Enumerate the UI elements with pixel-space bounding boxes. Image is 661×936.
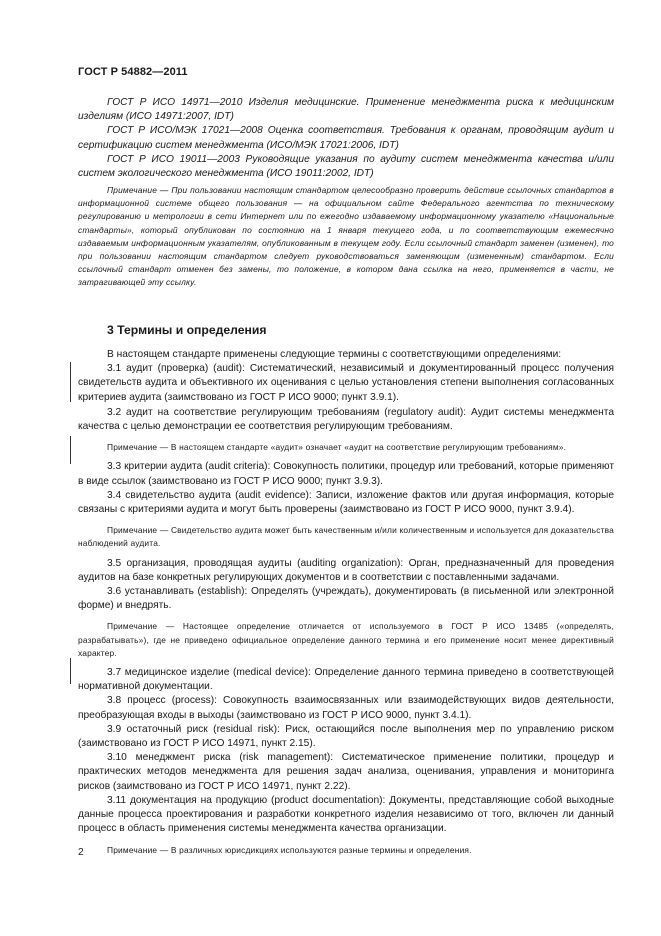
note-3-6: Примечание — Настоящее определение отличается от используемого в ГОСТ Р ИСО 13485 («определять, разрабатывать»), где не приведено официальное определение данного термина и его применение носит менее директивный характер. [78,621,614,658]
term-3-10: 3.10 менеджмент риска (risk management): Систематическое применение политики, процедур и практических методов менеджмента для решения задач анализа, оценивания, управления и мониторинга рисков (заимствовано из ГОСТ Р ИСО 14971, пункт 2.22). [78,752,614,792]
section-body [78,348,614,857]
page-number: 2 [78,847,84,858]
document-header: ГОСТ Р 54882—2011 [78,66,188,78]
term-3-8: 3.8 процесс (process): Совокупность взаимосвязанных или взаимодействующих видов деятельности, преобразующая входы в выходы (заимствовано из ГОСТ Р ИСО 9000, пункт 3.4.1). [78,695,614,721]
term-3-1: 3.1 аудит (проверка) (audit): Систематический, независимый и документированный процесс получения свидетельств аудита и объективного их оценивания с целью установления степени выполнения согласованных критериев аудита (заимствовано из ГОСТ Р ИСО 9000; пункт 3.9.1). [78,363,614,403]
section-intro: В настоящем стандарте применены следующие термины с соответствующими определениями: [107,349,562,360]
note-3-2: Примечание — В настоящем стандарте «аудит» означает «аудит на соответствие регулирующим требованиям». [107,442,567,453]
change-bar [70,362,71,402]
term-3-4: 3.4 свидетельство аудита (audit evidence): Записи, изложение фактов или другая информация, которые связаны с критериями аудита и могут быть проверены (заимствовано из ГОСТ Р ИСО 9000, пункт 3.9.4). [78,489,614,516]
reference-item: ГОСТ Р ИСО/МЭК 17021—2008 Оценка соответствия. Требования к органам, проводящим аудит и сертификацию систем менеджмента (ИСО/МЭК 17021:2006, IDT) [78,125,614,151]
term-3-2: 3.2 аудит на соответствие регулирующим требованиям (regulatory audit): Аудит системы менеджмента качества с целью демонстрации ее соответствия регулирующим требованиям. [78,406,614,433]
term-3-3: 3.3 критерии аудита (audit criteria): Совокупность политики, процедур или требований, которые применяют в виде ссылок (заимствовано из ГОСТ Р ИСО 9000; пункт 3.9.3). [78,461,614,487]
term-3-5: 3.5 организация, проводящая аудиты (auditing organization): Орган, предназначенный для проведения аудитов на базе конкретных регулирующих документов и в соответствии с поставленными задачами. [78,557,614,583]
note-3-4: Примечание — Свидетельство аудита может быть качественным и/или количественным и используется для доказательства наблюдений аудита. [78,525,614,549]
term-3-11: 3.11 документация на продукцию (product documentation): Документы, представляющие собой выходные данные процесса проектирования и разработки конкретного изделия независимо от того, включен ли данный процесс в область применения системы менеджмента качества организации. [78,794,614,835]
change-bar [70,436,71,464]
section-heading-block [78,322,614,338]
reference-item: ГОСТ Р ИСО 19011—2003 Руководящие указания по аудиту систем менеджмента качества и/или систем экологического менеджмента (ИСО 19011:2002, IDT) [78,153,614,180]
section-title: 3 Термины и определения [107,323,267,337]
change-bar [70,658,71,684]
normative-references [78,96,614,181]
term-3-9: 3.9 остаточный риск (residual risk): Риск, остающийся после выполнения мер по управлению риском (заимствовано из ГОСТ Р ИСО 14971, пункт 2.15). [78,723,614,750]
reference-item: ГОСТ Р ИСО 14971—2010 Изделия медицинские. Применение менеджмента риска к медицинским изделиям (ИСО 14971:2007, IDT) [78,97,614,123]
note-3-11: Примечание — В различных юрисдикциях используются разные термины и определения. [107,844,472,855]
term-3-6: 3.6 устанавливать (establish): Определять (учреждать), документировать (в письменной или электронной форме) и внедрять. [78,586,614,612]
references-note [78,184,614,290]
term-3-7: 3.7 медицинское изделие (medical device): Определение данного термина приведено в соответствующей нормативной документации. [78,667,614,693]
note-text: Примечание — При пользовании настоящим стандартом целесообразно проверить действие ссылочных стандартов в информационной системе общего пользования — на официальном сайте Федерального агентства по техническому регулированию и метрологии в сети Интернет или по ежегодно издаваемому информационному указателю «Национальные стандарты», который опубликован по состоянию на 1 января текущего года, и по соответствующим ежемесячно издаваемым информационным указателям, опубликованным в текущем году. Если ссылочный стандарт заменен (изменен), то при пользовании настоящим стандартом следует руководствоваться заменяющим (измененным) стандартом. Если ссылочный стандарт отменен без замены, то положение, в котором дана ссылка на него, применяется в части, не затрагивающей эту ссылку. [78,185,614,288]
